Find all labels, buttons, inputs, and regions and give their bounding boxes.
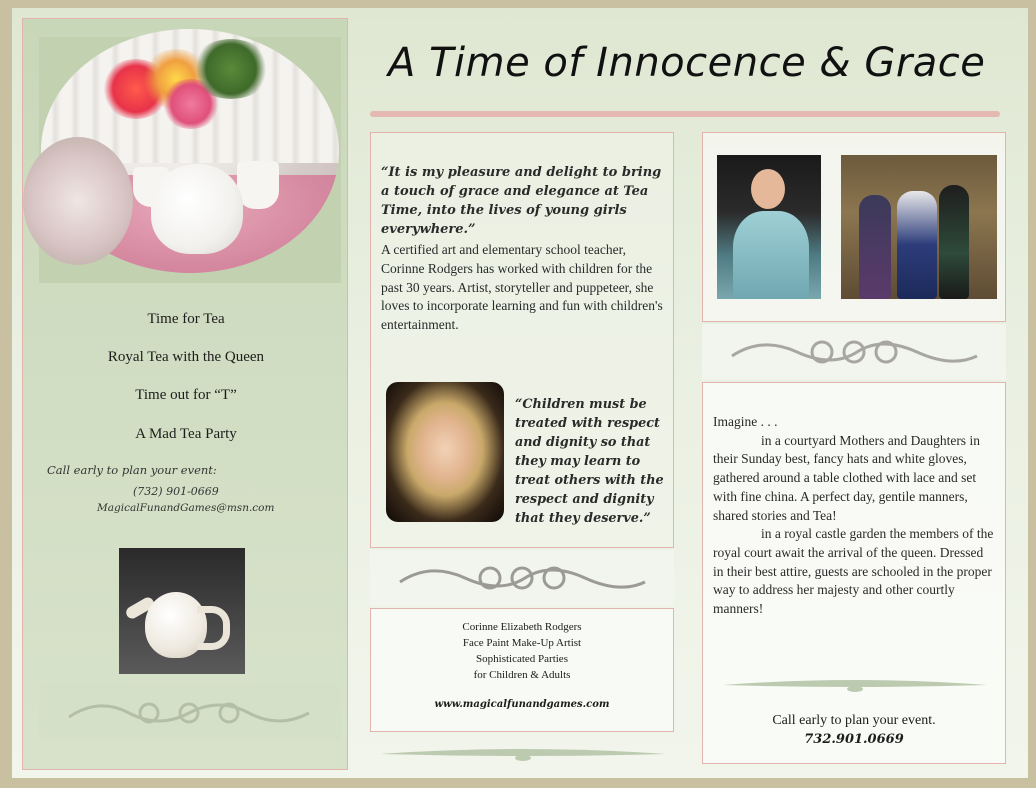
courtier-graphic	[859, 195, 891, 299]
card-name: Corinne Elizabeth Rodgers	[462, 621, 582, 633]
menu-item-royal-tea: Royal Tea with the Queen	[107, 349, 265, 365]
menu-item-mad-tea-party: A Mad Tea Party	[135, 426, 237, 442]
courtyard-paragraph: in a courtyard Mothers and Daughters in their Sunday best, fancy hats and white gloves, gathered around a table clothed with lace and set with fine china. A perfect day, gentile manners, shared stories and Tea!	[713, 432, 980, 523]
pleasure-quote: “It is my pleasure and delight to bring a touch of grace and elegance at Tea Time, into the lives of young girls everywhere.”	[381, 165, 662, 237]
gloves-photo	[23, 137, 133, 265]
swoosh-ornament-icon	[378, 744, 668, 764]
scroll-flourish-icon	[370, 550, 674, 606]
brochure-sheet	[12, 8, 1028, 778]
corinne-portrait	[386, 382, 504, 522]
teacup-graphic	[237, 161, 279, 209]
page-title: A Time of Innocence & Grace	[388, 40, 986, 86]
card-role: Face Paint Make-Up Artist	[462, 637, 582, 649]
scroll-ornament-middle	[370, 550, 674, 606]
bio-text: A certified art and elementary school teacher, Corinne Rodgers has worked with children for the past 30 years. Artist, storyteller and puppeteer, she loves to incorporate learning and fun with children's entertainment.	[381, 242, 663, 333]
imagine-lead: Imagine . . .	[713, 414, 778, 429]
courtier-graphic	[939, 185, 969, 299]
card-line-parties: Sophisticated Parties	[476, 653, 568, 665]
royal-court-photo	[841, 155, 997, 299]
photos-panel	[702, 132, 1006, 322]
scroll-ornament-right	[702, 324, 1006, 380]
respect-quote: “Children must be treated with respect and dignity so that they may learn to treat others with the respect and dignity that they deserve.”	[515, 397, 664, 526]
scroll-flourish-icon	[702, 324, 1006, 380]
leaves-graphic	[191, 39, 271, 99]
teapot-handle	[197, 606, 230, 650]
castle-paragraph: in a royal castle garden the members of the royal court await the arrival of the queen. Dressed in their best attire, guests are schooled in the proper way to address her majesty and other courtly manners!	[713, 526, 994, 617]
call-to-action: Call early to plan your event.	[772, 713, 936, 728]
girl-dress-graphic	[733, 211, 809, 299]
menu-item-time-out: Time out for “T”	[135, 387, 237, 403]
swoosh-ornament-icon	[721, 675, 989, 695]
teapot-graphic	[151, 164, 243, 254]
call-early-label: Call early to plan your event:	[47, 463, 217, 477]
queen-graphic	[897, 191, 937, 299]
girl-face-graphic	[751, 169, 785, 209]
imagine-panel	[702, 382, 1006, 764]
cta-phone-number: 732.901.0669	[804, 732, 904, 747]
about-panel	[370, 132, 674, 548]
title-rule	[370, 111, 1000, 117]
menu-item-time-for-tea: Time for Tea	[147, 311, 225, 327]
phone-number: (732) 901-0669	[133, 485, 219, 498]
white-teapot-photo	[119, 548, 245, 674]
imagine-text	[713, 413, 997, 619]
website-link[interactable]: www.magicalfunandgames.com	[434, 699, 610, 710]
scroll-ornament-left	[39, 683, 341, 741]
card-line-audience: for Children & Adults	[473, 669, 571, 681]
business-card-panel	[370, 608, 674, 732]
left-panel	[22, 18, 348, 770]
scroll-flourish-icon	[39, 683, 341, 741]
princess-girl-photo	[717, 155, 821, 299]
email-address: MagicalFunandGames@msn.com	[97, 502, 275, 514]
